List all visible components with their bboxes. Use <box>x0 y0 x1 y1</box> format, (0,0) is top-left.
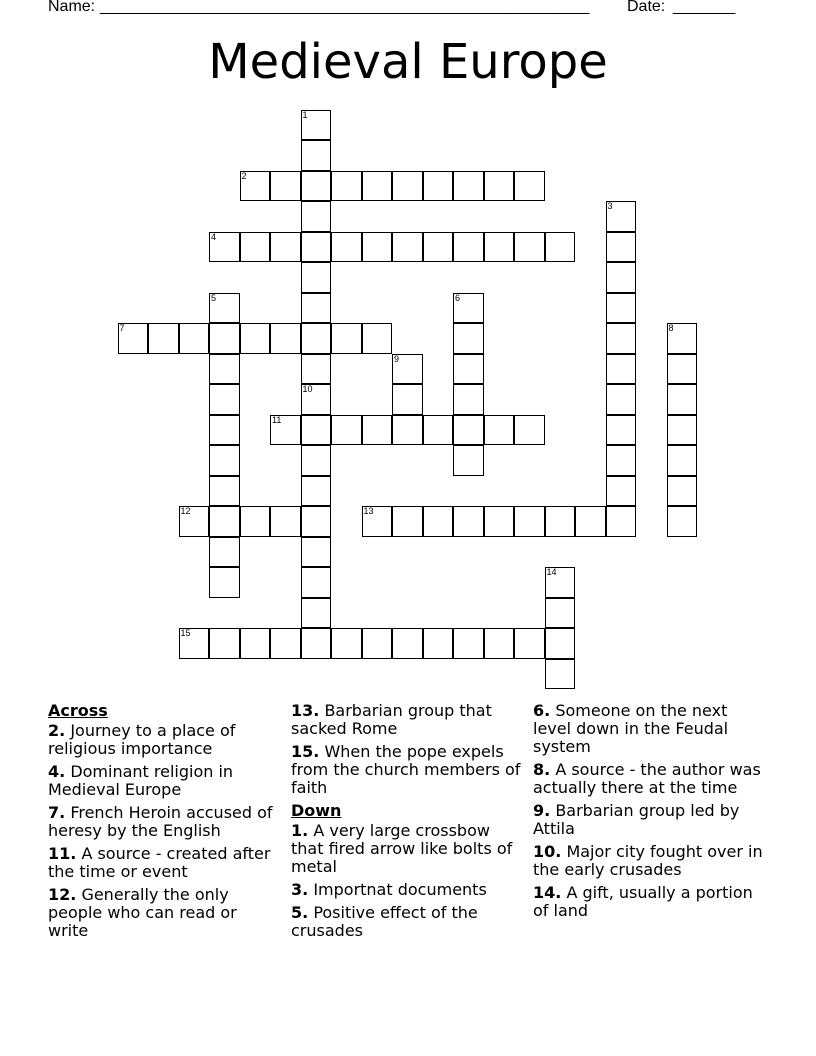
grid-cell[interactable] <box>392 506 423 537</box>
clue-down-5: 5. Positive effect of the crusades <box>291 903 478 940</box>
grid-cell[interactable] <box>392 384 423 415</box>
clue-down-10: 10. Major city fought over in the early crusades <box>533 842 763 879</box>
grid-cell[interactable] <box>209 415 240 446</box>
clue-down-1: 1. A very large crossbow that fired arrow like bolts of metal <box>291 821 513 876</box>
grid-cell[interactable] <box>453 415 484 446</box>
grid-cell[interactable] <box>606 415 637 446</box>
grid-cell[interactable] <box>301 476 332 507</box>
name-label: Name: <box>48 0 96 15</box>
grid-cell[interactable] <box>667 415 698 446</box>
grid-cell[interactable] <box>331 415 362 446</box>
grid-cell[interactable] <box>362 628 393 659</box>
grid-cell[interactable] <box>453 293 484 324</box>
grid-cell[interactable] <box>545 628 576 659</box>
grid-cell[interactable] <box>331 628 362 659</box>
grid-cell[interactable] <box>301 354 332 385</box>
grid-cell[interactable] <box>667 476 698 507</box>
grid-cell[interactable] <box>209 628 240 659</box>
grid-cell[interactable] <box>453 506 484 537</box>
grid-cell[interactable] <box>362 232 393 263</box>
grid-cell[interactable] <box>209 476 240 507</box>
grid-cell[interactable] <box>331 323 362 354</box>
grid-cell[interactable] <box>453 171 484 202</box>
clue-number: 7 <box>119 323 125 333</box>
grid-cell[interactable] <box>209 232 240 263</box>
clue-column-3 <box>533 702 763 925</box>
grid-cell[interactable] <box>362 415 393 446</box>
grid-cell[interactable] <box>240 323 271 354</box>
page-title: Medieval Europe <box>208 34 608 90</box>
clue-down-14: 14. A gift, usually a portion of land <box>533 883 753 920</box>
grid-cell[interactable] <box>301 567 332 598</box>
date-label: Date: <box>627 0 666 15</box>
grid-cell[interactable] <box>301 140 332 171</box>
grid-cell[interactable] <box>453 445 484 476</box>
grid-cell[interactable] <box>423 232 454 263</box>
grid-cell[interactable] <box>331 232 362 263</box>
grid-cell[interactable] <box>514 232 545 263</box>
grid-cell[interactable] <box>453 384 484 415</box>
clue-number: 9 <box>394 353 400 364</box>
clue-number: 3 <box>607 201 613 211</box>
clue-column-2 <box>291 702 521 945</box>
clue-number: 6 <box>455 292 461 303</box>
grid-cell[interactable] <box>301 232 332 263</box>
grid-cell[interactable] <box>209 567 240 598</box>
grid-cell[interactable] <box>392 171 423 202</box>
grid-cell[interactable] <box>606 232 637 263</box>
clue-number: 5 <box>211 292 217 303</box>
down-heading: Down <box>291 801 342 820</box>
grid-cell[interactable] <box>301 262 332 293</box>
grid-cell[interactable] <box>545 659 576 690</box>
grid-cell[interactable] <box>667 323 698 354</box>
grid-cell[interactable] <box>209 323 240 354</box>
grid-cell[interactable] <box>606 384 637 415</box>
grid-cell[interactable] <box>606 445 637 476</box>
grid-cell[interactable] <box>606 323 637 354</box>
clue-number: 14 <box>546 567 557 577</box>
grid-cell[interactable] <box>362 323 393 354</box>
grid-cell[interactable] <box>240 232 271 263</box>
grid-cell[interactable] <box>240 506 271 537</box>
grid-cell[interactable] <box>209 354 240 385</box>
grid-cell[interactable] <box>667 384 698 415</box>
grid-cell[interactable] <box>331 171 362 202</box>
grid-cell[interactable] <box>179 628 210 659</box>
grid-cell[interactable] <box>301 445 332 476</box>
grid-cell[interactable] <box>453 232 484 263</box>
grid-cell[interactable] <box>484 171 515 202</box>
grid-cell[interactable] <box>545 232 576 263</box>
grid-cell[interactable] <box>179 506 210 537</box>
grid-cell[interactable] <box>301 110 332 141</box>
clue-number: 13 <box>363 506 374 516</box>
grid-cell[interactable] <box>453 323 484 354</box>
clue-column-1 <box>48 702 278 945</box>
grid-cell[interactable] <box>606 262 637 293</box>
clue-across-11: 11. A source - created after the time or event <box>48 844 271 881</box>
grid-cell[interactable] <box>423 171 454 202</box>
grid-cell[interactable] <box>545 567 576 598</box>
grid-cell[interactable] <box>209 537 240 568</box>
grid-cell[interactable] <box>301 384 332 415</box>
grid-cell[interactable] <box>270 232 301 263</box>
grid-cell[interactable] <box>301 201 332 232</box>
grid-cell[interactable] <box>301 537 332 568</box>
grid-cell[interactable] <box>362 506 393 537</box>
grid-cell[interactable] <box>453 628 484 659</box>
grid-cell[interactable] <box>270 323 301 354</box>
grid-cell[interactable] <box>667 354 698 385</box>
clue-number: 10 <box>302 384 313 394</box>
grid-cell[interactable] <box>484 232 515 263</box>
grid-cell[interactable] <box>240 171 271 202</box>
clue-number: 4 <box>211 231 217 242</box>
clue-down-6: 6. Someone on the next level down in the Feudal system <box>533 701 729 756</box>
clue-number: 11 <box>272 414 282 425</box>
clue-number: 15 <box>180 628 191 638</box>
grid-cell[interactable] <box>209 293 240 324</box>
grid-cell[interactable] <box>148 323 179 354</box>
grid-cell[interactable] <box>392 628 423 659</box>
grid-cell[interactable] <box>301 506 332 537</box>
grid-cell[interactable] <box>270 628 301 659</box>
grid-cell[interactable] <box>606 293 637 324</box>
grid-cell[interactable] <box>667 506 698 537</box>
clue-number: 8 <box>668 323 674 333</box>
clue-across-13: 13. Barbarian group that sacked Rome <box>291 701 492 738</box>
clue-number: 1 <box>302 109 308 120</box>
grid-cell[interactable] <box>362 171 393 202</box>
date-blank-line[interactable]: _______ <box>673 0 736 15</box>
grid-cell[interactable] <box>453 354 484 385</box>
clue-down-9: 9. Barbarian group led by Attila <box>533 801 740 838</box>
grid-cell[interactable] <box>423 506 454 537</box>
grid-cell[interactable] <box>270 171 301 202</box>
grid-cell[interactable] <box>606 506 637 537</box>
grid-cell[interactable] <box>301 598 332 629</box>
grid-cell[interactable] <box>606 354 637 385</box>
grid-cell[interactable] <box>667 445 698 476</box>
grid-cell[interactable] <box>118 323 149 354</box>
clue-number: 2 <box>241 170 247 181</box>
grid-cell[interactable] <box>606 476 637 507</box>
grid-cell[interactable] <box>301 293 332 324</box>
name-blank-line[interactable]: _______________________________________________________ <box>100 0 590 15</box>
across-heading: Across <box>48 701 108 720</box>
grid-cell[interactable] <box>270 506 301 537</box>
grid-cell[interactable] <box>545 598 576 629</box>
grid-cell[interactable] <box>514 628 545 659</box>
grid-cell[interactable] <box>606 201 637 232</box>
grid-cell[interactable] <box>423 415 454 446</box>
clue-across-12: 12. Generally the only people who can read or write <box>48 885 237 940</box>
grid-cell[interactable] <box>209 445 240 476</box>
grid-cell[interactable] <box>514 415 545 446</box>
grid-cell[interactable] <box>514 506 545 537</box>
grid-cell[interactable] <box>392 232 423 263</box>
grid-cell[interactable] <box>209 506 240 537</box>
grid-cell[interactable] <box>484 506 515 537</box>
grid-cell[interactable] <box>392 415 423 446</box>
grid-cell[interactable] <box>392 354 423 385</box>
grid-cell[interactable] <box>514 171 545 202</box>
clue-down-3: 3. Importnat documents <box>291 880 487 899</box>
grid-cell[interactable] <box>484 628 515 659</box>
grid-cell[interactable] <box>301 415 332 446</box>
clue-across-4: 4. Dominant religion in Medieval Europe <box>48 762 234 799</box>
clue-across-2: 2. Journey to a place of religious importance <box>48 721 236 758</box>
clue-down-8: 8. A source - the author was actually there at the time <box>533 760 761 797</box>
grid-cell[interactable] <box>179 323 210 354</box>
grid-cell[interactable] <box>301 171 332 202</box>
grid-cell[interactable] <box>545 506 576 537</box>
grid-cell[interactable] <box>270 415 301 446</box>
clue-across-15: 15. When the pope expels from the church members of faith <box>291 742 521 797</box>
grid-cell[interactable] <box>484 415 515 446</box>
grid-cell[interactable] <box>301 628 332 659</box>
clue-across-7: 7. French Heroin accused of heresy by the English <box>48 803 273 840</box>
grid-cell[interactable] <box>240 628 271 659</box>
grid-cell[interactable] <box>301 323 332 354</box>
clue-number: 12 <box>180 506 191 516</box>
grid-cell[interactable] <box>209 384 240 415</box>
grid-cell[interactable] <box>423 628 454 659</box>
grid-cell[interactable] <box>575 506 606 537</box>
